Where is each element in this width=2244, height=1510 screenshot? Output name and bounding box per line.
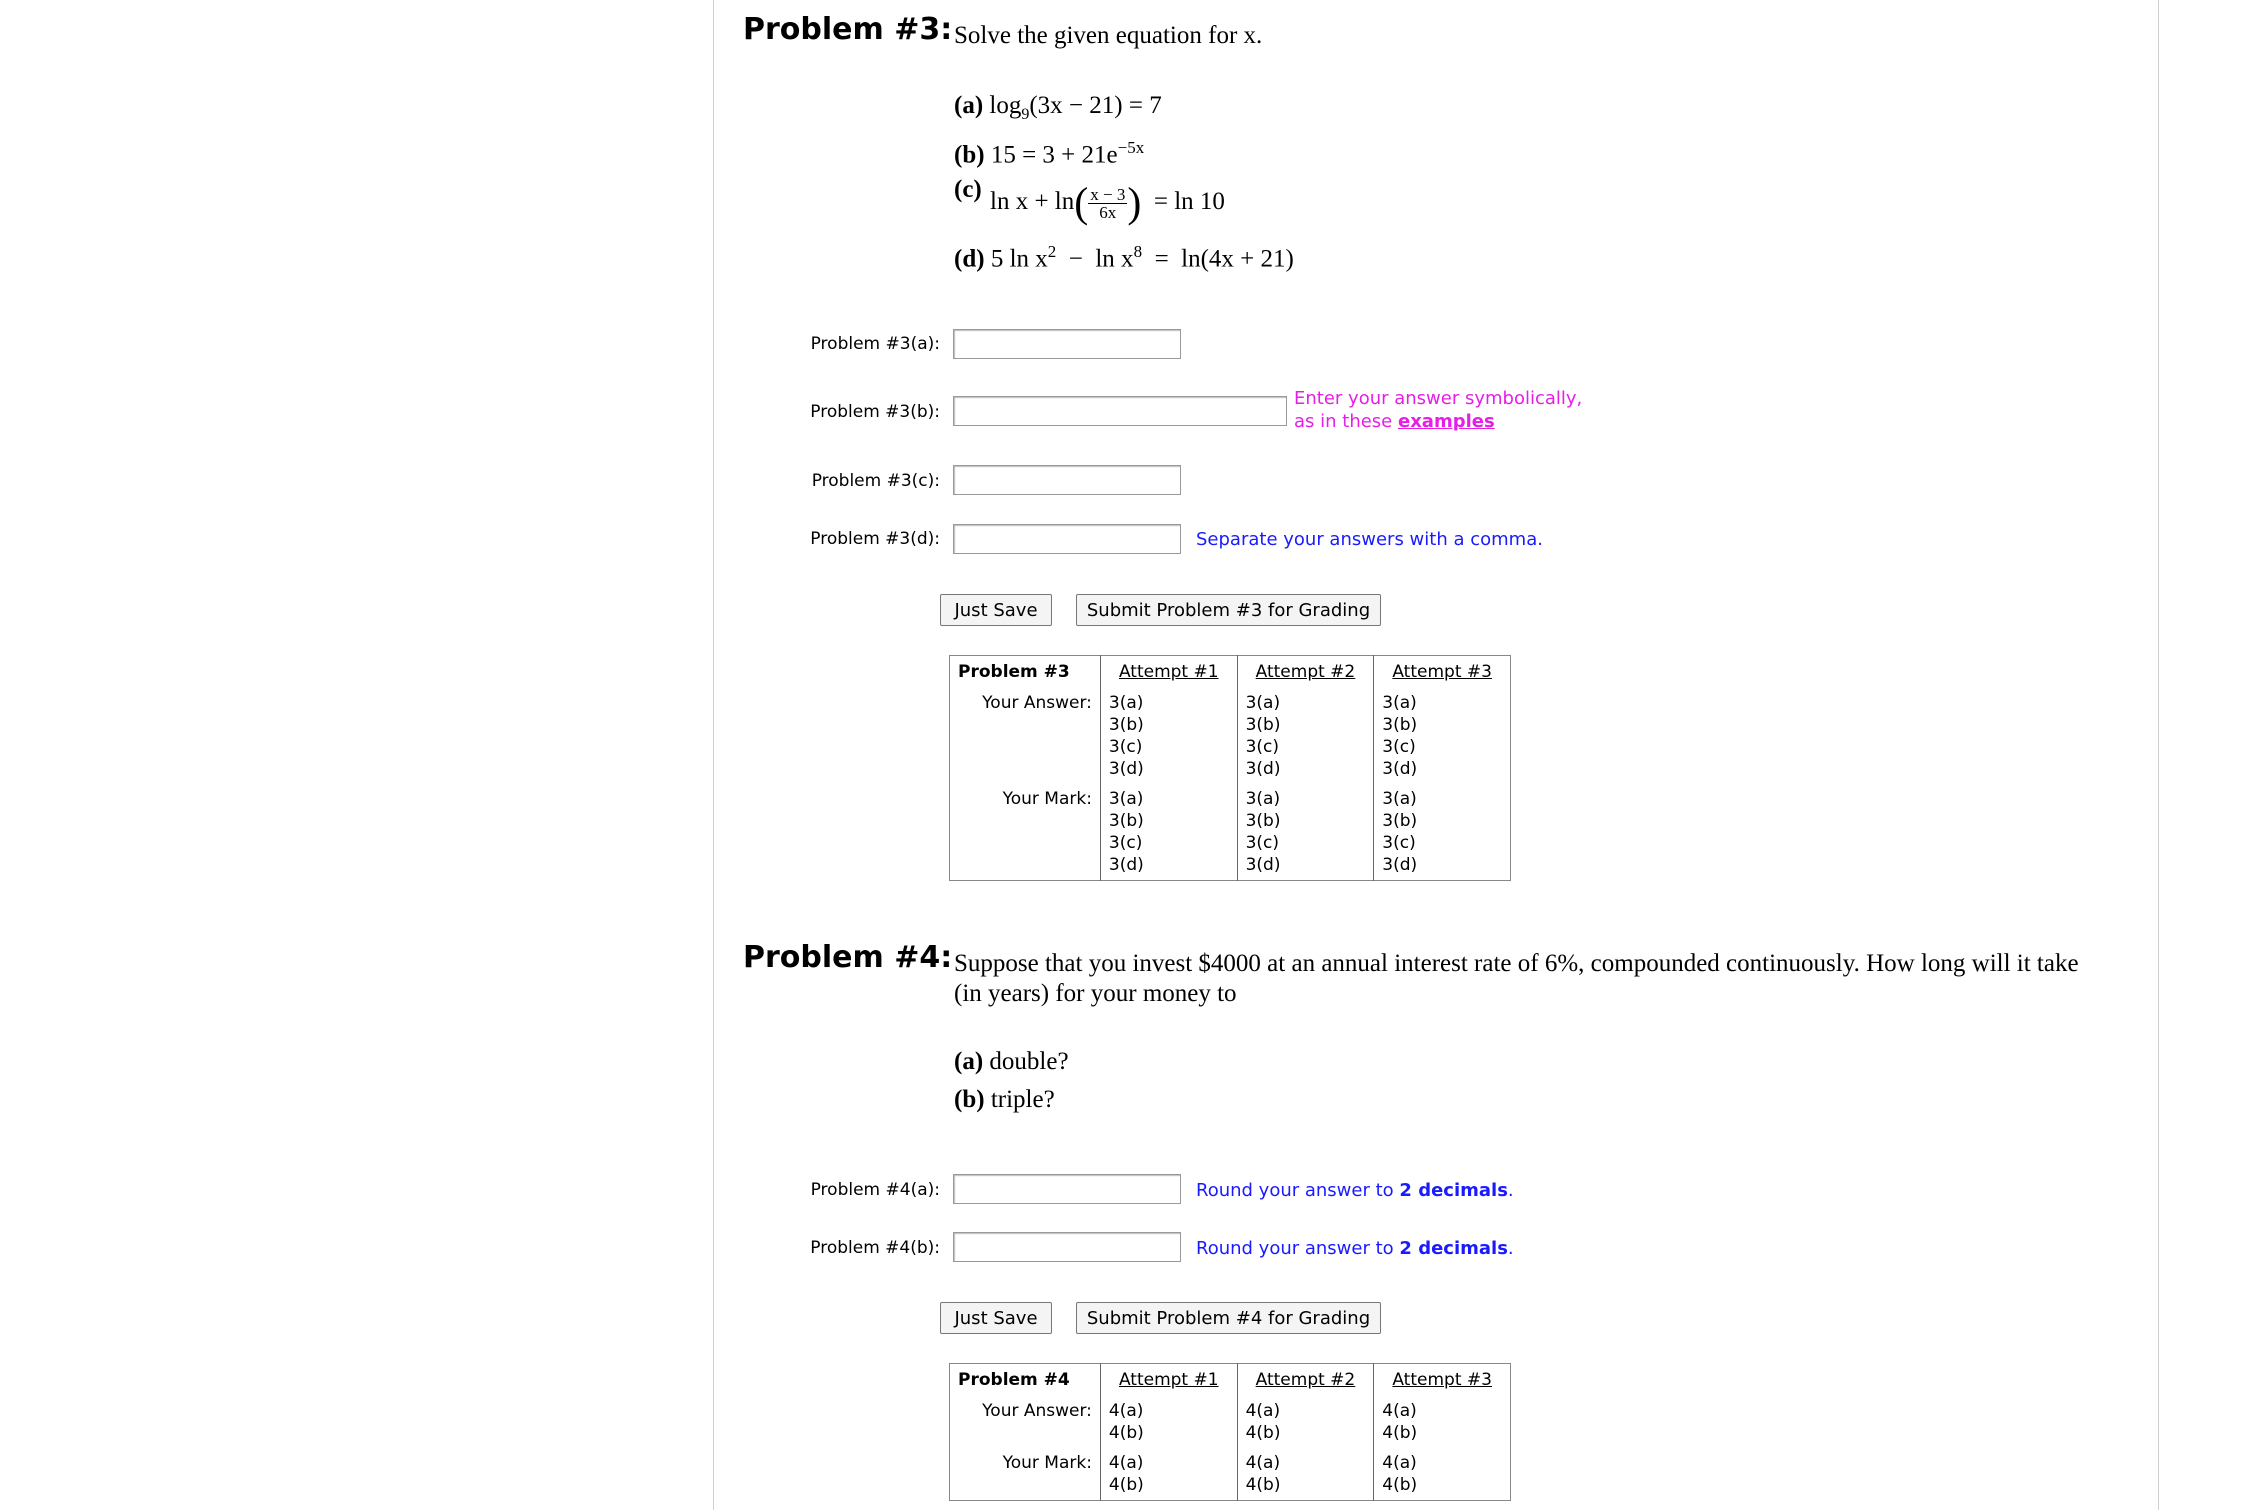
problem-4b-input[interactable] <box>953 1232 1181 1262</box>
problem-3-attempts-table <box>949 655 1511 881</box>
problem-3-title: Problem #3: <box>743 12 953 47</box>
symbolic-hint: Enter your answer symbolically, as in these examples <box>1294 388 1583 432</box>
table-3-mark-cell-3: 3(a) 3(b) 3(c) 3(d) <box>1374 784 1511 881</box>
problem-4-prompt-line-1: Suppose that you invest $4000 at an annual interest rate of 6%, compounded continuously. How long will it take <box>954 950 2079 977</box>
table-4-answer-label: Your Answer: <box>982 1401 1092 1421</box>
problem-3b-equation: (b) $15 = 3 + 21e^{-5x}$ <box>954 138 1145 169</box>
round-hint-4a: Round your answer to 2 decimals. <box>1196 1180 1514 1201</box>
problem-4b-text: (b) triple? <box>954 1086 1055 1113</box>
problem-3-prompt: Solve the given equation for x. <box>954 22 1263 49</box>
problem-4a-input[interactable] <box>953 1174 1181 1204</box>
problem-3a-label: Problem #3(a): <box>810 334 940 354</box>
problem-3c-equation: ln x + ln( $\frac{x - 3}{6x}$ ) = ln 10 <box>990 180 1225 227</box>
just-save-button-3[interactable]: Just Save <box>940 594 1052 626</box>
table-3-answer-cell-3: 3(a) 3(b) 3(c) 3(d) <box>1374 688 1511 784</box>
table-3-answer-label: Your Answer: <box>982 693 1092 713</box>
problem-3d-input[interactable] <box>953 524 1181 554</box>
examples-link[interactable]: examples <box>1397 411 1495 432</box>
table-3-header: Problem #3 <box>958 662 1070 682</box>
problem-3c-input[interactable] <box>953 465 1181 495</box>
submit-problem-4-button[interactable]: Submit Problem #4 for Grading <box>1076 1302 1381 1334</box>
problem-3c-input-label: Problem #3(c): <box>811 471 940 491</box>
page-right-border <box>2158 0 2159 1510</box>
table-4-answer-cell-1: 4(a) 4(b) <box>1100 1396 1237 1448</box>
problem-3d-equation: (d) 5 $\ln x^2 - \ln x^8 = \ln(4x + 21)$ <box>954 242 1294 273</box>
table-4-mark-label: Your Mark: <box>1002 1453 1092 1473</box>
table-3-answer-cell-2: 3(a) 3(b) 3(c) 3(d) <box>1237 688 1374 784</box>
problem-3a-equation: (a) $\log_9(3x - 21) = 7$ <box>954 92 1162 123</box>
problem-4b-label: Problem #4(b): <box>810 1238 940 1258</box>
table-4-attempt-1[interactable]: Attempt #1 <box>1100 1364 1237 1397</box>
table-4-answer-cell-2: 4(a) 4(b) <box>1237 1396 1374 1448</box>
table-4-mark-cell-1: 4(a) 4(b) <box>1100 1448 1237 1501</box>
table-4-attempt-3[interactable]: Attempt #3 <box>1374 1364 1511 1397</box>
problem-4-title: Problem #4: <box>743 940 953 975</box>
problem-3b-input[interactable] <box>953 396 1287 426</box>
page-left-border <box>713 0 714 1510</box>
table-4-answer-cell-3: 4(a) 4(b) <box>1374 1396 1511 1448</box>
problem-3a-input[interactable] <box>953 329 1181 359</box>
problem-4a-label: Problem #4(a): <box>810 1180 940 1200</box>
problem-3d-input-label: Problem #3(d): <box>810 529 940 549</box>
problem-3c-label: (c) <box>954 176 982 203</box>
problem-4a-text: (a) double? <box>954 1048 1069 1075</box>
table-4-header: Problem #4 <box>958 1370 1070 1390</box>
table-3-mark-label: Your Mark: <box>1002 789 1092 809</box>
table-3-attempt-1[interactable]: Attempt #1 <box>1100 656 1237 689</box>
table-4-mark-cell-2: 4(a) 4(b) <box>1237 1448 1374 1501</box>
comma-hint: Separate your answers with a comma. <box>1196 529 1543 550</box>
table-4-mark-cell-3: 4(a) 4(b) <box>1374 1448 1511 1501</box>
round-hint-4b: Round your answer to 2 decimals. <box>1196 1238 1514 1259</box>
table-3-attempt-2[interactable]: Attempt #2 <box>1237 656 1374 689</box>
table-3-mark-cell-1: 3(a) 3(b) 3(c) 3(d) <box>1100 784 1237 881</box>
table-3-answer-cell-1: 3(a) 3(b) 3(c) 3(d) <box>1100 688 1237 784</box>
problem-4-attempts-table <box>949 1363 1511 1501</box>
just-save-button-4[interactable]: Just Save <box>940 1302 1052 1334</box>
problem-3b-label: Problem #3(b): <box>810 402 940 422</box>
submit-problem-3-button[interactable]: Submit Problem #3 for Grading <box>1076 594 1381 626</box>
table-4-attempt-2[interactable]: Attempt #2 <box>1237 1364 1374 1397</box>
table-3-attempt-3[interactable]: Attempt #3 <box>1374 656 1511 689</box>
problem-4-prompt-line-2: (in years) for your money to <box>954 980 1237 1007</box>
table-3-mark-cell-2: 3(a) 3(b) 3(c) 3(d) <box>1237 784 1374 881</box>
